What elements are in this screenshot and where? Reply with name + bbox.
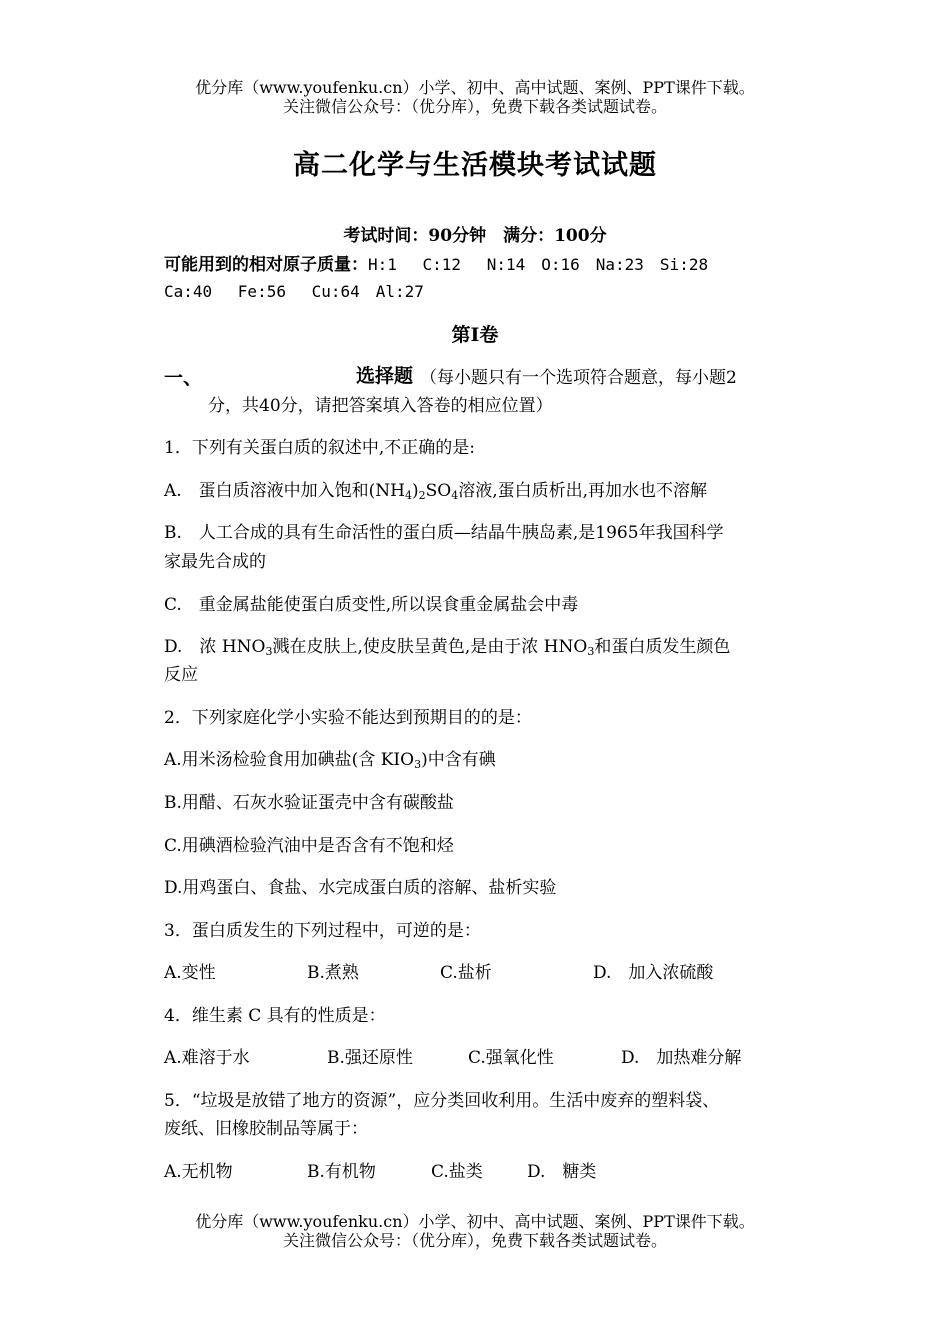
atomic-mass-values-1: H:1 C:12 N:14 O:16 Na:23 Si:28 [368, 255, 709, 274]
q4-stem: 4．维生素 C 具有的性质是： [164, 1006, 386, 1026]
q1-option-c: C. 重金属盐能使蛋白质变性,所以误食重金属盐会中毒 [164, 595, 579, 615]
section-note-2: 分，共40分，请把答案填入答卷的相应位置） [208, 396, 553, 416]
q1-d-text-1: D. 浓 HNO [164, 637, 266, 657]
q1-option-b-line-2: 家最先合成的 [164, 552, 266, 572]
q5-option-b: B.有机物 [307, 1162, 376, 1182]
exam-info: 考试时间：90分钟 满分：100分 [343, 226, 607, 246]
q4-option-c: C.强氧化性 [468, 1048, 554, 1068]
page-header [0, 78, 950, 116]
q1-d-sub-1: 3 [265, 645, 273, 658]
section-number: 一、 [164, 367, 203, 389]
q3-option-d: D. 加入浓硫酸 [593, 963, 714, 983]
q2-stem: 2．下列家庭化学小实验不能达到预期目的的是： [164, 708, 532, 728]
atomic-mass-values-2: Ca:40 Fe:56 Cu:64 Al:27 [164, 282, 424, 301]
q1-option-d [164, 632, 730, 657]
q5-option-d: D. 糖类 [527, 1162, 597, 1182]
q1-option-d-line-2: 反应 [164, 665, 198, 685]
q1-d-text-3: 和蛋白质发生颜色 [594, 637, 731, 657]
q3-option-a: A.变性 [164, 963, 216, 983]
atomic-mass-line-1 [164, 250, 708, 275]
q1-a-text-3: SO [425, 481, 452, 501]
volume-title: 第Ⅰ卷 [451, 324, 499, 346]
header-line-2: 关注微信公众号：（优分库），免费下载各类试题试卷。 [282, 97, 667, 116]
q2-a-text-2: )中含有碘 [421, 750, 496, 770]
q4-option-a: A.难溶于水 [164, 1048, 250, 1068]
q2-a-sub: 3 [414, 758, 422, 771]
footer-line-2: 关注微信公众号：（优分库），免费下载各类试题试卷。 [282, 1231, 667, 1250]
exam-title: 高二化学与生活模块考试试题 [293, 150, 657, 181]
q1-d-text-2: 溅在皮肤上,使皮肤呈黄色,是由于浓 HNO [272, 637, 588, 657]
q5-stem-line-1: 5．“垃圾是放错了地方的资源”，应分类回收利用。生活中废弃的塑料袋、 [164, 1091, 720, 1111]
q4-option-d: D. 加热难分解 [621, 1048, 742, 1068]
q1-a-text-1: A. 蛋白质溶液中加入饱和(NH [164, 481, 406, 501]
q1-stem: 1．下列有关蛋白质的叙述中,不正确的是: [164, 438, 475, 458]
q1-a-sub-2: 2 [418, 489, 426, 502]
header-line-1: 优分库（www.youfenku.cn）小学、初中、高中试题、案例、PPT课件下载。 [195, 78, 755, 97]
atomic-mass-label: 可能用到的相对原子质量： [164, 255, 368, 275]
section-note-1: （每小题只有一个选项符合题意，每小题2 [420, 368, 737, 388]
q2-a-text-1: A.用米汤检验食用加碘盐(含 KIO [164, 750, 415, 770]
q1-a-sub-1: 4 [405, 489, 413, 502]
q5-stem-line-2: 废纸、旧橡胶制品等属于： [164, 1119, 368, 1139]
q2-option-b: B.用醋、石灰水验证蛋壳中含有碳酸盐 [164, 793, 454, 813]
q1-option-a [164, 476, 707, 501]
q1-option-b-line-1: B. 人工合成的具有生命活性的蛋白质—结晶牛胰岛素,是1965年我国科学 [164, 523, 724, 543]
footer-line-1: 优分库（www.youfenku.cn）小学、初中、高中试题、案例、PPT课件下载。 [195, 1212, 755, 1231]
q3-stem: 3．蛋白质发生的下列过程中，可逆的是： [164, 921, 481, 941]
q2-option-d: D.用鸡蛋白、食盐、水完成蛋白质的溶解、盐析实验 [164, 878, 557, 898]
q2-option-a [164, 745, 496, 770]
q5-option-a: A.无机物 [164, 1162, 233, 1182]
q1-a-text-4: 溶液,蛋白质析出,再加水也不溶解 [458, 481, 708, 501]
q1-a-sub-3: 4 [451, 489, 459, 502]
q2-option-c: C.用碘酒检验汽油中是否含有不饱和烃 [164, 836, 454, 856]
q4-option-b: B.强还原性 [327, 1048, 413, 1068]
q3-option-c: C.盐析 [440, 963, 492, 983]
q5-option-c: C.盐类 [431, 1162, 483, 1182]
page-footer [0, 1212, 950, 1250]
q1-a-text-2: ) [412, 481, 419, 501]
q1-d-sub-2: 3 [587, 645, 595, 658]
q3-option-b: B.煮熟 [307, 963, 359, 983]
section-name: 选择题 [356, 365, 414, 387]
